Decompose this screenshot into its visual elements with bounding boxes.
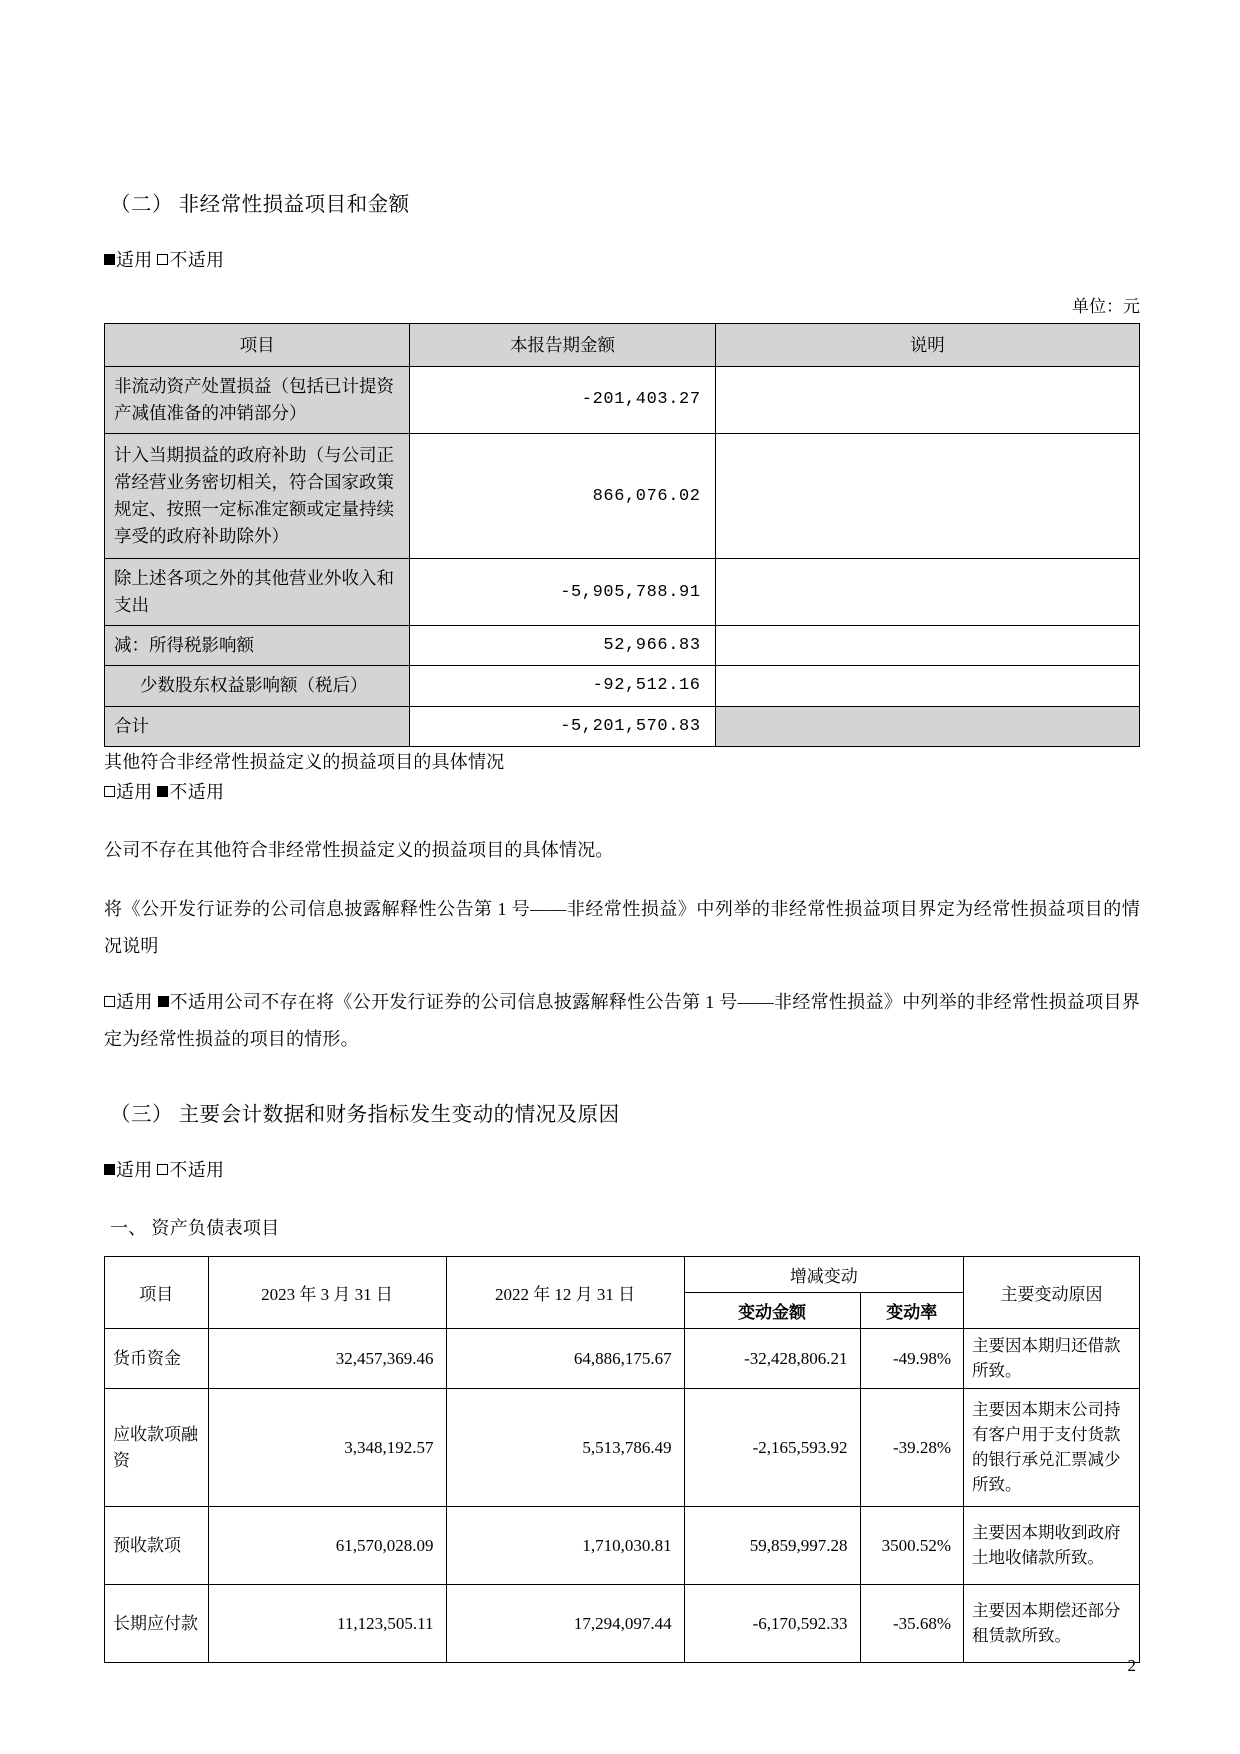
row-prior: 5,513,786.49 xyxy=(446,1389,684,1507)
row-current: 61,570,028.09 xyxy=(208,1507,446,1585)
checkbox-filled-icon xyxy=(158,996,169,1007)
row-label: 减：所得税影响额 xyxy=(105,626,410,666)
not-applicable-label: 不适用 xyxy=(169,1159,225,1180)
row-reason: 主要因本期偿还部分租赁款所致。 xyxy=(964,1585,1140,1663)
row-note xyxy=(715,559,1139,626)
row-change-rate: -49.98% xyxy=(860,1328,964,1389)
row-reason: 主要因本期末公司持有客户用于支付货款的银行承兑汇票减少所致。 xyxy=(964,1389,1140,1507)
row-reason: 主要因本期归还借款所致。 xyxy=(964,1328,1140,1389)
nonrecurring-items-table xyxy=(104,323,1140,747)
applicable-label: 适用 xyxy=(116,1159,158,1180)
row-change-amount: -32,428,806.21 xyxy=(684,1328,860,1389)
row-prior: 17,294,097.44 xyxy=(446,1585,684,1663)
checkbox-filled-icon xyxy=(104,254,115,265)
not-applicable-label: 不适用 xyxy=(169,781,225,802)
row-current: 3,348,192.57 xyxy=(208,1389,446,1507)
row-change-amount: -2,165,593.92 xyxy=(684,1389,860,1507)
row-amount: -201,403.27 xyxy=(410,366,715,433)
row-note xyxy=(715,434,1139,559)
row-current: 11,123,505.11 xyxy=(208,1585,446,1663)
table-row-total xyxy=(105,706,1140,746)
col-header-reason: 主要变动原因 xyxy=(964,1256,1140,1328)
applicable-label: 适用 xyxy=(116,249,158,270)
section-two-heading: （二） 非经常性损益项目和金额 xyxy=(110,194,410,216)
unit-label: 单位：元 xyxy=(1072,296,1140,316)
row-prior: 1,710,030.81 xyxy=(446,1507,684,1585)
col-header-date-current: 2023 年 3 月 31 日 xyxy=(208,1256,446,1328)
subsection-heading: 一、 资产负债表项目 xyxy=(110,1217,280,1238)
col-header-amount: 本报告期金额 xyxy=(410,323,715,366)
row-note xyxy=(715,706,1139,746)
row-label: 非流动资产处置损益（包括已计提资产减值准备的冲销部分） xyxy=(105,366,410,433)
table-row xyxy=(105,559,1140,626)
row-change-amount: -6,170,592.33 xyxy=(684,1585,860,1663)
checkbox-empty-icon xyxy=(104,996,115,1007)
table-row xyxy=(105,1585,1140,1663)
table-row xyxy=(105,434,1140,559)
balance-sheet-items-table xyxy=(104,1256,1140,1664)
row-label: 计入当期损益的政府补助（与公司正常经营业务密切相关，符合国家政策规定、按照一定标准定额或定量持续享受的政府补助除外） xyxy=(105,434,410,559)
row-amount: -5,905,788.91 xyxy=(410,559,715,626)
col-header-change-group: 增减变动 xyxy=(684,1256,963,1292)
checkbox-empty-icon xyxy=(157,254,168,265)
checkbox-filled-icon xyxy=(104,1164,115,1175)
col-header-change-amount: 变动金额 xyxy=(684,1292,860,1328)
row-note xyxy=(715,366,1139,433)
not-applicable-label: 不适用 xyxy=(169,249,225,270)
reclassification-title: 将《公开发行证券的公司信息披露解释性公告第 1 号——非经常性损益》中列举的非经常性损益项目界定为经常性损益项目的情况说明 xyxy=(104,898,1140,956)
row-note xyxy=(715,626,1139,666)
row-amount: 866,076.02 xyxy=(410,434,715,559)
page-number: 2 xyxy=(1127,1656,1136,1675)
reclassification-applicability xyxy=(104,984,1140,1058)
reclassification-body: 不适用公司不存在将《公开发行证券的公司信息披露解释性公告第 1 号——非经常性损益》中列举的非经常性损益项目界定为经常性损益的项目的情形。 xyxy=(104,992,1140,1050)
col-header-item: 项目 xyxy=(105,1256,209,1328)
section-three-applicability xyxy=(104,1157,1140,1184)
section-two-applicability xyxy=(104,247,1140,274)
row-item: 应收款项融资 xyxy=(105,1389,209,1507)
col-header-note: 说明 xyxy=(715,323,1139,366)
row-label: 除上述各项之外的其他营业外收入和支出 xyxy=(105,559,410,626)
table-header-row xyxy=(105,323,1140,366)
row-item: 长期应付款 xyxy=(105,1585,209,1663)
row-change-amount: 59,859,997.28 xyxy=(684,1507,860,1585)
row-label: 合计 xyxy=(105,706,410,746)
applicable-label: 适用 xyxy=(116,781,158,802)
other-items-title: 其他符合非经常性损益定义的损益项目的具体情况 xyxy=(104,751,505,772)
row-item: 预收款项 xyxy=(105,1507,209,1585)
col-header-date-prior: 2022 年 12 月 31 日 xyxy=(446,1256,684,1328)
other-items-statement: 公司不存在其他符合非经常性损益定义的损益项目的具体情况。 xyxy=(104,839,614,860)
table-row xyxy=(105,366,1140,433)
row-label: 少数股东权益影响额（税后） xyxy=(105,666,410,706)
row-item: 货币资金 xyxy=(105,1328,209,1389)
table-header-row-top xyxy=(105,1256,1140,1292)
col-header-change-rate: 变动率 xyxy=(860,1292,964,1328)
row-amount: 52,966.83 xyxy=(410,626,715,666)
checkbox-empty-icon xyxy=(157,1164,168,1175)
checkbox-filled-icon xyxy=(157,786,168,797)
row-change-rate: -35.68% xyxy=(860,1585,964,1663)
applicable-label: 适用 xyxy=(116,992,158,1013)
other-items-applicability xyxy=(104,779,1140,806)
row-change-rate: -39.28% xyxy=(860,1389,964,1507)
table-row xyxy=(105,626,1140,666)
row-amount: -5,201,570.83 xyxy=(410,706,715,746)
table-row xyxy=(105,1328,1140,1389)
table-row xyxy=(105,1507,1140,1585)
row-prior: 64,886,175.67 xyxy=(446,1328,684,1389)
row-note xyxy=(715,666,1139,706)
row-reason: 主要因本期收到政府土地收储款所致。 xyxy=(964,1507,1140,1585)
row-change-rate: 3500.52% xyxy=(860,1507,964,1585)
table-row xyxy=(105,1389,1140,1507)
table-row xyxy=(105,666,1140,706)
row-current: 32,457,369.46 xyxy=(208,1328,446,1389)
section-three-heading: （三） 主要会计数据和财务指标发生变动的情况及原因 xyxy=(110,1104,620,1127)
col-header-item: 项目 xyxy=(105,323,410,366)
checkbox-empty-icon xyxy=(104,786,115,797)
row-amount: -92,512.16 xyxy=(410,666,715,706)
